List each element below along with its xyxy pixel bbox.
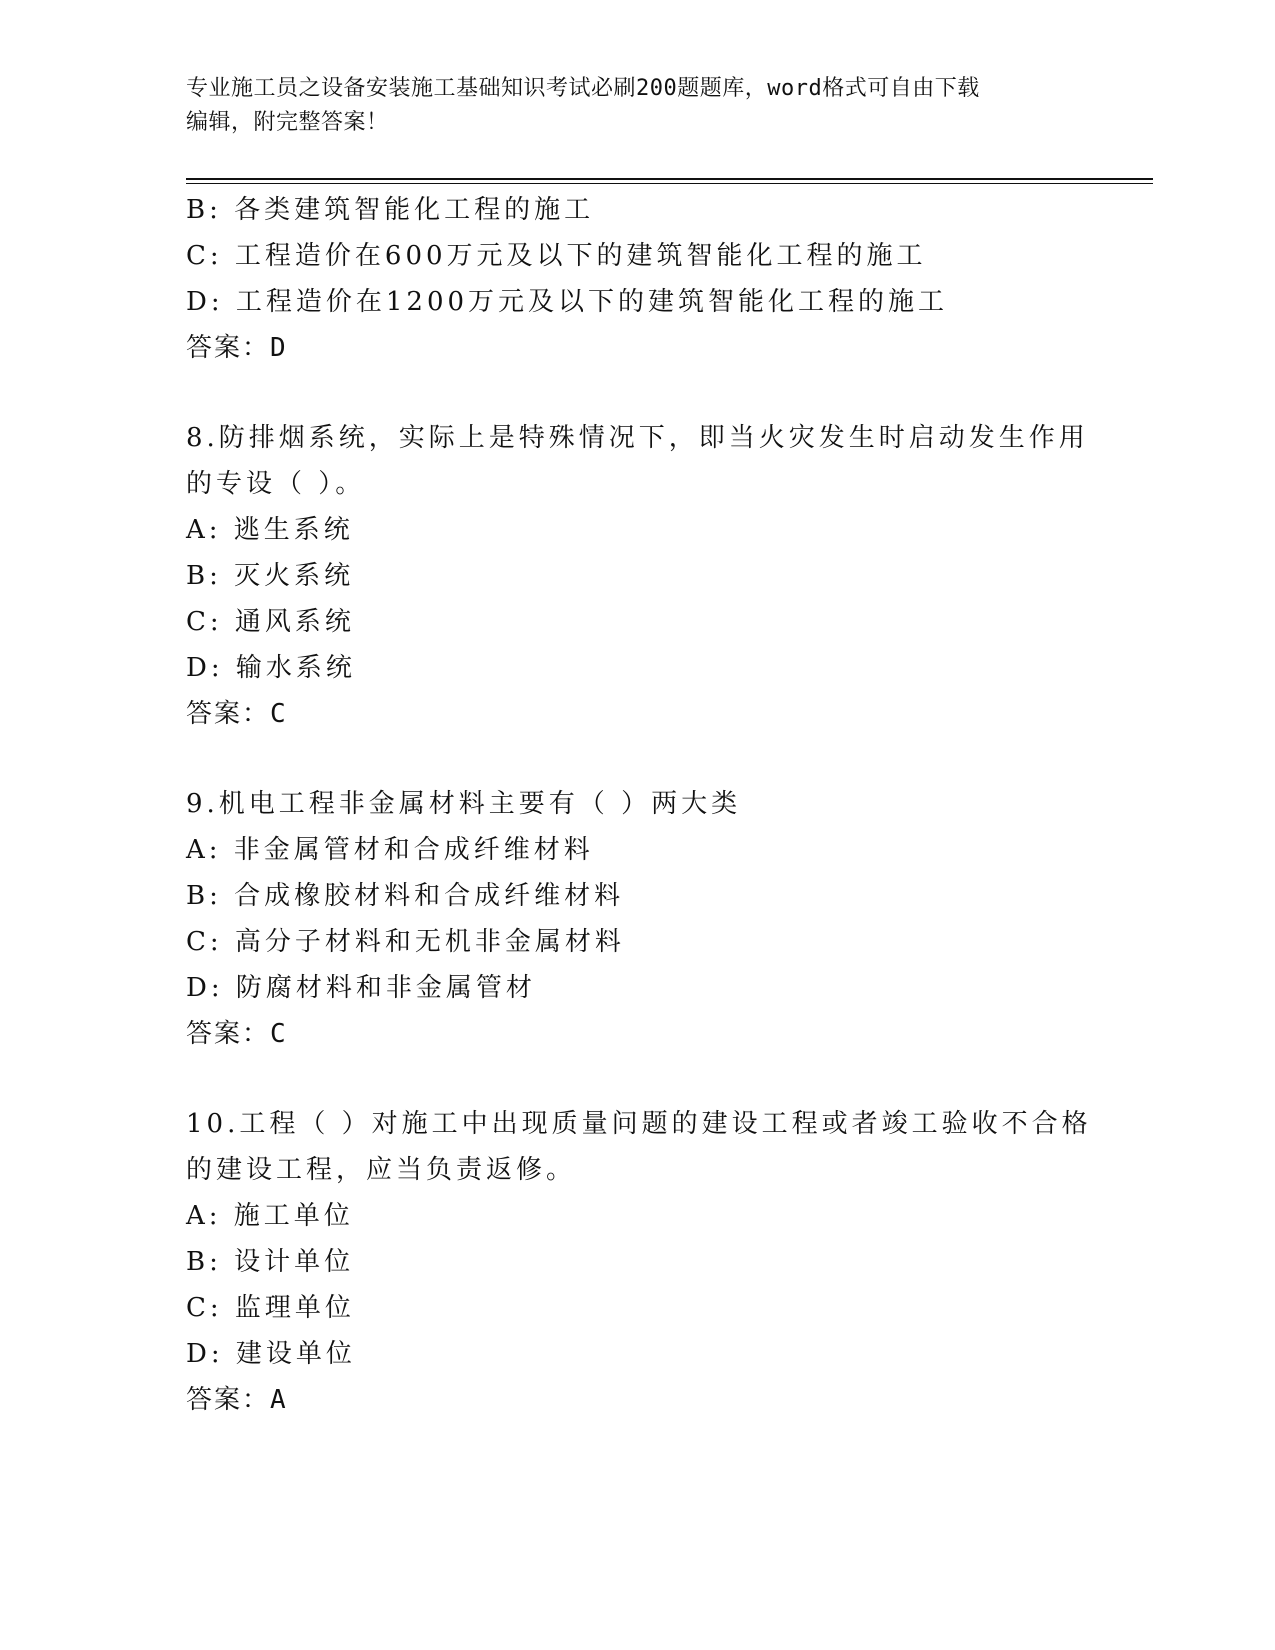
question-9-block xyxy=(186,781,1086,1057)
question-list xyxy=(186,187,1092,1423)
question-8-block xyxy=(186,415,1089,737)
question-8-stem-line-2: 的专设（ ）。 xyxy=(186,469,366,499)
header-divider-thin xyxy=(186,183,1153,184)
spacer xyxy=(186,1057,1086,1101)
question-8-option-d: D: 输水系统 xyxy=(186,653,356,683)
header-line-1: 专业施工员之设备安装施工基础知识考试必刷200题题库，word格式可自由下载 xyxy=(186,76,980,101)
question-9-stem-line-1: 9.机电工程非金属材料主要有（ ）两大类 xyxy=(186,789,742,819)
spacer xyxy=(186,737,1086,781)
question-9-option-a: A: 非金属管材和合成纤维材料 xyxy=(186,835,594,865)
header-divider-thick xyxy=(186,178,1153,180)
question-7-option-c: C: 工程造价在600万元及以下的建筑智能化工程的施工 xyxy=(186,241,927,271)
question-8-stem-line-1: 8.防排烟系统，实际上是特殊情况下，即当火灾发生时启动发生作用 xyxy=(186,423,1089,453)
question-8-answer: 答案：C xyxy=(186,699,288,729)
question-10-option-b: B: 设计单位 xyxy=(186,1247,355,1277)
question-7-answer: 答案：D xyxy=(186,333,288,363)
document-header xyxy=(186,72,1086,140)
question-10-option-d: D: 建设单位 xyxy=(186,1339,356,1369)
question-9-option-d: D: 防腐材料和非金属管材 xyxy=(186,973,536,1003)
question-10-option-a: A: 施工单位 xyxy=(186,1201,354,1231)
question-7-block xyxy=(186,187,1086,371)
question-9-answer: 答案：C xyxy=(186,1019,288,1049)
question-9-option-b: B: 合成橡胶材料和合成纤维材料 xyxy=(186,881,625,911)
question-8-option-a: A: 逃生系统 xyxy=(186,515,354,545)
question-9-option-c: C: 高分子材料和无机非金属材料 xyxy=(186,927,625,957)
question-7-option-d: D: 工程造价在1200万元及以下的建筑智能化工程的施工 xyxy=(186,287,949,317)
spacer xyxy=(186,371,1086,415)
question-7-option-b: B: 各类建筑智能化工程的施工 xyxy=(186,195,595,225)
question-8-option-b: B: 灭火系统 xyxy=(186,561,355,591)
question-10-stem-line-2: 的建设工程，应当负责返修。 xyxy=(186,1155,577,1185)
question-10-stem-line-1: 10.工程（ ）对施工中出现质量问题的建设工程或者竣工验收不合格 xyxy=(186,1109,1092,1139)
question-10-block xyxy=(186,1101,1092,1423)
question-10-answer: 答案：A xyxy=(186,1385,288,1415)
question-10-option-c: C: 监理单位 xyxy=(186,1293,355,1323)
question-8-option-c: C: 通风系统 xyxy=(186,607,355,637)
header-line-2: 编辑，附完整答案！ xyxy=(186,110,389,135)
